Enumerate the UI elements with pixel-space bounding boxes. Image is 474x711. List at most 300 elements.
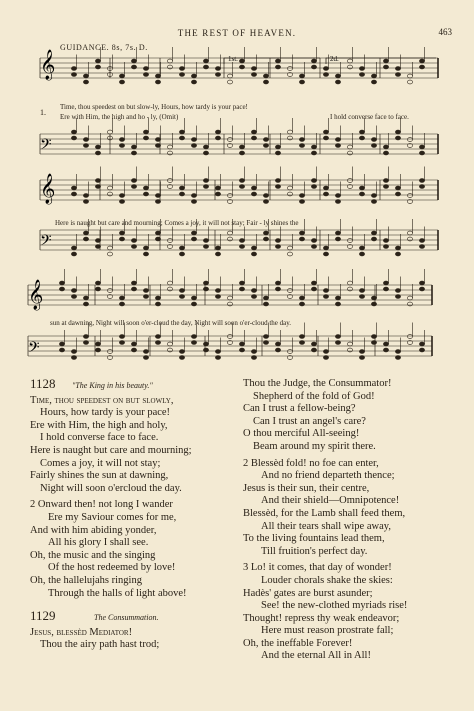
verse-line: Thou the Judge, the Consummator! — [243, 378, 392, 389]
note-head — [191, 74, 196, 78]
note-head — [323, 356, 328, 360]
note-head — [227, 237, 232, 241]
note-head — [95, 65, 100, 69]
note-head — [299, 341, 304, 345]
note-head — [407, 302, 412, 306]
note-head — [359, 356, 364, 360]
page-number: 463 — [438, 27, 452, 37]
note-head — [263, 341, 268, 345]
note-head — [95, 145, 100, 149]
left-text-column — [30, 378, 235, 652]
note-head — [83, 200, 88, 204]
note-head — [191, 231, 196, 235]
hymn-number: 1128 — [30, 376, 56, 391]
note-head — [107, 246, 112, 250]
note-head — [239, 145, 244, 149]
score-lyrics-row2: Here is naught but care and mourning; Comes a joy, it will not stay; Fair - ly shines the — [55, 219, 299, 227]
note-head — [359, 289, 364, 293]
note-head — [347, 179, 352, 183]
note-head — [383, 348, 388, 352]
note-head — [419, 287, 424, 291]
note-head — [239, 151, 244, 155]
note-head — [167, 59, 172, 63]
note-head — [71, 246, 76, 250]
clefs — [28, 49, 55, 360]
note-head — [347, 151, 352, 155]
bass-clef-icon: 𝄢 — [40, 136, 52, 157]
note-head — [371, 144, 376, 148]
treble-clef-icon: 𝄞 — [40, 50, 56, 80]
note-head — [143, 192, 148, 196]
note-head — [119, 231, 124, 235]
note-head — [311, 65, 316, 69]
note-head — [239, 245, 244, 249]
note-head — [131, 239, 136, 243]
note-head — [83, 194, 88, 198]
verse-line: All their tears shall wipe away, — [261, 520, 391, 532]
note-head — [71, 295, 76, 299]
note-head — [71, 289, 76, 293]
verse-line: And their shield—Omnipotence! — [261, 495, 400, 507]
note-head — [311, 185, 316, 189]
verse-line: Here is naught but care and mourning; — [30, 444, 192, 456]
treble-clef-icon: 𝄞 — [28, 280, 44, 310]
note-head — [275, 59, 280, 63]
note-head — [263, 194, 268, 198]
verse-line: Louder chorals shake the skies: — [261, 574, 393, 586]
note-head — [263, 237, 268, 241]
note-head — [251, 186, 256, 190]
note-head — [83, 296, 88, 300]
note-head — [239, 185, 244, 189]
note-head — [275, 65, 280, 69]
hymn-1129-verse-2 — [243, 458, 463, 559]
note-head — [179, 252, 184, 256]
note-head — [227, 335, 232, 339]
note-head — [179, 73, 184, 77]
note-head — [155, 138, 160, 142]
note-head — [359, 246, 364, 250]
note-head — [215, 192, 220, 196]
note-head — [359, 73, 364, 77]
note-head — [179, 192, 184, 196]
note-head — [203, 342, 208, 346]
note-head — [383, 179, 388, 183]
note-head — [395, 136, 400, 140]
note-head — [263, 296, 268, 300]
note-head — [143, 186, 148, 190]
volta-2-label: 2d. — [330, 55, 339, 63]
note-head — [119, 194, 124, 198]
verse-line: Oh, the hallelujahs ringing — [30, 574, 142, 586]
note-head — [335, 302, 340, 306]
note-head — [299, 296, 304, 300]
note-head — [299, 231, 304, 235]
note-head — [215, 246, 220, 250]
note-head — [71, 186, 76, 190]
note-head — [407, 296, 412, 300]
note-head — [407, 335, 412, 339]
note-head — [227, 194, 232, 198]
note-head — [119, 144, 124, 148]
note-head — [263, 80, 268, 84]
note-head — [395, 130, 400, 134]
note-head — [323, 350, 328, 354]
hymn-1129-verse-3 — [243, 562, 463, 663]
note-head — [323, 136, 328, 140]
note-head — [359, 67, 364, 71]
note-head — [119, 335, 124, 339]
note-head — [347, 145, 352, 149]
note-head — [383, 239, 388, 243]
note-head — [155, 296, 160, 300]
note-head — [251, 289, 256, 293]
note-head — [419, 151, 424, 155]
note-head — [359, 186, 364, 190]
verse-line: Night will soon o'ercloud the day. — [40, 482, 182, 494]
score-lyrics-row1-c: I hold converse face to face. — [330, 113, 409, 121]
verse-line: And no friend departeth thence; — [261, 470, 395, 482]
note-head — [191, 237, 196, 241]
note-head — [371, 138, 376, 142]
note-head — [179, 136, 184, 140]
note-head — [131, 287, 136, 291]
note-head — [143, 350, 148, 354]
note-head — [371, 80, 376, 84]
note-head — [95, 185, 100, 189]
note-head — [275, 239, 280, 243]
note-head — [359, 295, 364, 299]
note-head — [107, 252, 112, 256]
note-head — [251, 350, 256, 354]
verse-number: 1. — [40, 108, 46, 117]
note-head — [95, 245, 100, 249]
note-head — [419, 65, 424, 69]
note-head — [107, 350, 112, 354]
verse-line: Ere with Him, the high and holy, — [30, 419, 168, 431]
note-head — [299, 302, 304, 306]
verse-line: Can I trust an angel's care? — [253, 415, 366, 427]
note-head — [215, 130, 220, 134]
verse-line: Here must reason prostrate fall; — [261, 625, 394, 637]
note-head — [83, 80, 88, 84]
note-head — [227, 296, 232, 300]
note-head — [119, 341, 124, 345]
note-head — [119, 74, 124, 78]
note-head — [251, 73, 256, 77]
note-head — [299, 237, 304, 241]
note-head — [311, 179, 316, 183]
note-head — [119, 302, 124, 306]
note-head — [143, 356, 148, 360]
note-head — [275, 245, 280, 249]
note-head — [335, 138, 340, 142]
verse-line: Thought! repress thy weak endeavor; — [243, 612, 400, 624]
note-head — [191, 302, 196, 306]
note-head — [311, 239, 316, 243]
note-head — [203, 185, 208, 189]
note-head — [167, 342, 172, 346]
note-head — [323, 73, 328, 77]
verse-line: 2 Blessèd fold! no foe can enter, — [243, 457, 379, 469]
note-head — [347, 287, 352, 291]
note-head — [191, 296, 196, 300]
note-head — [287, 186, 292, 190]
note-head — [143, 73, 148, 77]
note-head — [203, 59, 208, 63]
note-head — [395, 289, 400, 293]
note-head — [215, 73, 220, 77]
note-head — [239, 342, 244, 346]
note-head — [395, 73, 400, 77]
note-head — [395, 350, 400, 354]
note-head — [335, 194, 340, 198]
note-head — [227, 231, 232, 235]
note-head — [71, 130, 76, 134]
verse-line: Oh, the ineffable Forever! — [243, 637, 353, 649]
note-head — [191, 144, 196, 148]
note-head — [371, 194, 376, 198]
note-head — [263, 335, 268, 339]
note-head — [95, 348, 100, 352]
note-head — [251, 130, 256, 134]
note-head — [155, 80, 160, 84]
verse-line: And with him abiding yonder, — [30, 524, 157, 536]
tune-name: GUIDANCE. — [60, 43, 110, 52]
note-head — [359, 350, 364, 354]
note-head — [347, 348, 352, 352]
note-head — [371, 296, 376, 300]
verse-line: Hadès' gates are burst asunder; — [243, 587, 373, 599]
hymn-1128-verse-2 — [30, 499, 235, 600]
note-head — [95, 281, 100, 285]
note-head — [251, 356, 256, 360]
note-head — [191, 138, 196, 142]
note-head — [251, 136, 256, 140]
note-head — [251, 192, 256, 196]
note-head — [251, 67, 256, 71]
note-head — [179, 295, 184, 299]
note-head — [215, 295, 220, 299]
note-head — [131, 348, 136, 352]
hymn-number: 1129 — [30, 608, 56, 624]
note-head — [371, 231, 376, 235]
note-head — [179, 246, 184, 250]
note-head — [239, 239, 244, 243]
note-head — [131, 59, 136, 63]
note-head — [83, 335, 88, 339]
verse-line: Through the halls of light above! — [48, 587, 187, 599]
note-head — [131, 185, 136, 189]
note-head — [419, 185, 424, 189]
note-head — [395, 192, 400, 196]
note-head — [275, 151, 280, 155]
note-head — [311, 145, 316, 149]
note-head — [107, 186, 112, 190]
note-head — [227, 80, 232, 84]
note-head — [95, 239, 100, 243]
note-head — [107, 130, 112, 134]
note-head — [359, 130, 364, 134]
note-head — [179, 289, 184, 293]
hymn-title: The Consummation. — [94, 613, 159, 623]
verse-line: Of the host redeemed by love! — [48, 562, 176, 574]
note-head — [395, 252, 400, 256]
hymn-1129-verse-1-end — [243, 378, 463, 454]
note-head — [251, 246, 256, 250]
verse-line: Shepherd of the fold of God! — [253, 390, 375, 402]
note-head — [263, 74, 268, 78]
note-head — [419, 245, 424, 249]
note-head — [371, 200, 376, 204]
note-head — [335, 237, 340, 241]
note-head — [419, 59, 424, 63]
verse-line: Till fruition's perfect day. — [261, 545, 368, 557]
note-head — [215, 67, 220, 71]
note-head — [299, 80, 304, 84]
note-head — [227, 302, 232, 306]
note-head — [167, 145, 172, 149]
note-head — [179, 130, 184, 134]
note-head — [71, 192, 76, 196]
note-head — [335, 335, 340, 339]
note-head — [239, 179, 244, 183]
verse-line: 3 Lo! it comes, that day of wonder! — [243, 562, 392, 574]
note-head — [131, 281, 136, 285]
verse-line: All his glory I shall see. — [48, 537, 149, 549]
note-head — [71, 67, 76, 71]
note-head — [215, 350, 220, 354]
note-head — [179, 350, 184, 354]
note-head — [383, 185, 388, 189]
note-head — [347, 65, 352, 69]
note-head — [311, 245, 316, 249]
note-head — [131, 342, 136, 346]
note-head — [311, 59, 316, 63]
note-head — [71, 73, 76, 77]
note-head — [407, 237, 412, 241]
verse-line: 2 Onward then! not long I wander — [30, 499, 173, 511]
note-head — [383, 145, 388, 149]
note-head — [203, 239, 208, 243]
note-head — [251, 295, 256, 299]
note-head — [203, 281, 208, 285]
note-head — [395, 356, 400, 360]
hymn-1129-heading — [30, 610, 235, 625]
note-head — [311, 348, 316, 352]
note-head — [71, 356, 76, 360]
note-head — [287, 130, 292, 134]
note-head — [407, 74, 412, 78]
note-head — [119, 200, 124, 204]
note-head — [215, 252, 220, 256]
note-head — [155, 341, 160, 345]
note-head — [215, 186, 220, 190]
note-head — [263, 302, 268, 306]
note-head — [179, 186, 184, 190]
note-head — [395, 295, 400, 299]
note-head — [155, 231, 160, 235]
verse-line: And the eternal All in All! — [261, 650, 371, 662]
note-head — [131, 179, 136, 183]
verse-line: Beam around my spirit there. — [253, 440, 376, 452]
note-head — [131, 145, 136, 149]
score-lyrics-row1-b: Ere with Him, the high and ho - ly, (Omit) — [60, 113, 179, 121]
bass-clef-icon: 𝄢 — [28, 339, 40, 360]
note-head — [311, 342, 316, 346]
note-head — [71, 350, 76, 354]
note-head — [167, 239, 172, 243]
note-head — [323, 186, 328, 190]
hymn-1129-verse-1-start — [30, 627, 235, 652]
note-head — [419, 348, 424, 352]
note-head — [107, 192, 112, 196]
note-head — [59, 287, 64, 291]
note-head — [227, 138, 232, 142]
verse-line: Jesus, blessèd Mediator! — [30, 626, 133, 638]
note-head — [203, 287, 208, 291]
note-head — [347, 239, 352, 243]
note-head — [167, 287, 172, 291]
note-head — [407, 231, 412, 235]
note-head — [335, 296, 340, 300]
note-head — [287, 246, 292, 250]
note-head — [143, 252, 148, 256]
note-head — [215, 356, 220, 360]
note-head — [71, 252, 76, 256]
hymn-title: "The King in his beauty." — [72, 381, 153, 390]
note-head — [419, 179, 424, 183]
note-head — [179, 67, 184, 71]
note-head — [299, 335, 304, 339]
note-head — [155, 200, 160, 204]
note-head — [143, 130, 148, 134]
verse-line: Can I trust a fellow-being? — [243, 403, 356, 415]
note-head — [95, 179, 100, 183]
note-head — [371, 341, 376, 345]
note-head — [143, 289, 148, 293]
note-head — [299, 200, 304, 204]
note-head — [263, 231, 268, 235]
note-head — [407, 80, 412, 84]
note-head — [251, 252, 256, 256]
note-head — [239, 59, 244, 63]
note-head — [335, 200, 340, 204]
note-head — [287, 252, 292, 256]
note-head — [383, 245, 388, 249]
verse-line: Ere my Saviour comes for me, — [48, 511, 177, 523]
note-head — [275, 145, 280, 149]
note-head — [203, 245, 208, 249]
score-lyrics-row1-a: Time, thou speedest on but slow-ly, Hours, how tardy is your pace! — [60, 103, 248, 111]
note-head — [119, 138, 124, 142]
note-head — [143, 136, 148, 140]
note-head — [323, 295, 328, 299]
note-head — [227, 74, 232, 78]
note-head — [155, 335, 160, 339]
note-head — [155, 144, 160, 148]
note-head — [191, 80, 196, 84]
note-head — [107, 289, 112, 293]
note-head — [59, 342, 64, 346]
note-head — [275, 287, 280, 291]
note-head — [179, 356, 184, 360]
note-head — [95, 342, 100, 346]
note-head — [419, 281, 424, 285]
note-head — [167, 348, 172, 352]
note-head — [215, 136, 220, 140]
hymn-1128-heading — [30, 378, 235, 393]
